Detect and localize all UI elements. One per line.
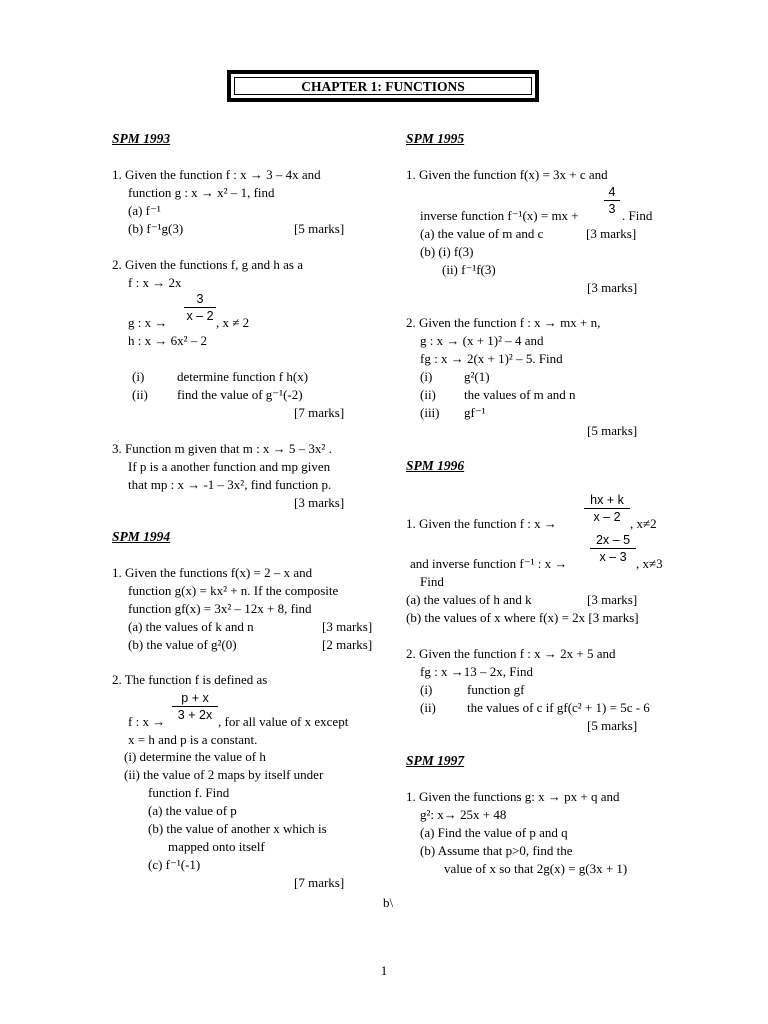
q1995-2-ii-text: the values of m and n	[464, 387, 576, 402]
q1994-2-line1: 2. The function f is defined as	[112, 672, 268, 687]
fraction-denominator: x – 3	[590, 548, 636, 565]
q1993-2-i-text: determine function f h(x)	[177, 369, 309, 384]
q1995-1-line2-pre: inverse function f⁻¹(x) = mx +	[420, 208, 579, 223]
q1997-1-line1: 1. Given the functions g: x → px + q and	[406, 789, 620, 804]
q1995-1-b-ii: (ii) f⁻¹f(3)	[442, 262, 496, 277]
q1995-1-a: (a) the value of m and c	[420, 226, 544, 241]
q1995-2-line1: 2. Given the function f : x → mx + n,	[406, 315, 601, 330]
q1993-1-line1: 1. Given the function f : x → 3 – 4x and	[112, 167, 321, 182]
q1994-1-b: (b) the value of g²(0)	[128, 637, 237, 652]
q1994-2-f-pre: f : x →	[128, 714, 166, 729]
q1997-1-line2: g²: x→ 25x + 48	[420, 807, 507, 822]
q1993-2-h: h : x → 6x² – 2	[128, 333, 208, 348]
fraction-denominator: x – 2	[184, 307, 216, 324]
q1993-2-ii-num: (ii)	[132, 387, 148, 402]
q1995-1-marks: [3 marks]	[587, 280, 638, 295]
header-spm-1994: SPM 1994	[112, 529, 171, 544]
q1995-2-marks: [5 marks]	[587, 423, 638, 438]
fraction-numerator: 3	[196, 292, 204, 306]
fraction-numerator: 2x – 5	[595, 533, 631, 547]
q1993-3-line2: If p is a another function and mp given	[128, 459, 331, 474]
q1994-1-a-marks: [3 marks]	[322, 619, 373, 634]
q1996-1-inv-pre: and inverse function f⁻¹ : x →	[410, 556, 568, 571]
q1996-1-a-marks: [3 marks]	[587, 592, 638, 607]
stray-mark: b\	[383, 895, 394, 910]
q1994-2-line3: x = h and p is a constant.	[128, 732, 258, 747]
q1995-1-a-marks: [3 marks]	[586, 226, 637, 241]
q1994-1-line1: 1. Given the functions f(x) = 2 – x and	[112, 565, 313, 580]
q1995-2-iii-text: gf⁻¹	[464, 405, 486, 420]
q1996-1-f-fraction	[584, 492, 630, 525]
q1996-2-line2: fg : x →13 – 2x, Find	[420, 664, 534, 679]
q1996-2-line1: 2. Given the function f : x → 2x + 5 and	[406, 646, 616, 661]
q1994-2-c: (c) f⁻¹(-1)	[148, 857, 201, 872]
q1997-1-b: (b) Assume that p>0, find the	[420, 843, 573, 858]
q1994-2-marks: [7 marks]	[294, 875, 345, 890]
q1994-2-a: (a) the value of p	[148, 803, 237, 818]
q1993-2-i-num: (i)	[132, 369, 145, 384]
q1994-1-line2: function g(x) = kx² + n. If the composite	[128, 583, 339, 598]
q1996-2-i-text: function gf	[467, 682, 525, 697]
q1994-1-b-marks: [2 marks]	[322, 637, 373, 652]
q1995-1-line2-post: . Find	[622, 208, 653, 223]
q1995-2-line2: g : x → (x + 1)² – 4 and	[420, 333, 544, 348]
fraction-numerator: 4	[608, 185, 616, 199]
q1993-2-line1: 2. Given the functions f, g and h as a	[112, 257, 303, 272]
q1996-1-line1-pre: 1. Given the function f : x →	[406, 516, 557, 531]
q1994-2-i: (i) determine the value of h	[124, 749, 266, 764]
q1995-1-line1: 1. Given the function f(x) = 3x + c and	[406, 167, 608, 182]
q1993-3-line3: that mp : x → -1 – 3x², find function p.	[128, 477, 332, 492]
q1993-2-g-pre: g : x →	[128, 315, 168, 330]
q1995-2-ii-num: (ii)	[420, 387, 436, 402]
q1996-1-inv-fraction	[590, 532, 636, 565]
q1993-1-a: (a) f⁻¹	[128, 203, 161, 218]
q1996-2-ii-num: (ii)	[420, 700, 436, 715]
q1996-1-line1-post: , x≠2	[630, 516, 657, 531]
q1995-1-fraction	[604, 184, 620, 217]
q1994-2-b-line2: mapped onto itself	[168, 839, 265, 854]
q1997-1-a: (a) Find the value of p and q	[420, 825, 568, 840]
header-spm-1997: SPM 1997	[406, 753, 465, 768]
q1994-2-f-post: , for all value of x except	[218, 714, 349, 729]
fraction-numerator: hx + k	[590, 493, 624, 507]
q1994-2-ii-line2: function f. Find	[148, 785, 230, 800]
q1993-3-line1: 3. Function m given that m : x → 5 – 3x² .	[112, 441, 332, 456]
header-spm-1996: SPM 1996	[406, 458, 465, 473]
q1996-1-find: Find	[420, 574, 444, 589]
q1993-2-g-post: , x ≠ 2	[216, 315, 250, 330]
fraction-denominator: x – 2	[584, 508, 630, 525]
q1993-1-b: (b) f⁻¹g(3)	[128, 221, 184, 236]
q1997-1-b-line2: value of x so that 2g(x) = g(3x + 1)	[444, 861, 628, 876]
q1995-2-i-num: (i)	[420, 369, 433, 384]
q1994-2-ii: (ii) the value of 2 maps by itself under	[124, 767, 324, 782]
q1994-2-b: (b) the value of another x which is	[148, 821, 327, 836]
q1993-2-f: f : x → 2x	[128, 275, 182, 290]
q1996-2-i-num: (i)	[420, 682, 433, 697]
q1993-2-marks: [7 marks]	[294, 405, 345, 420]
q1993-2-g-fraction	[184, 291, 216, 324]
header-spm-1995: SPM 1995	[406, 131, 465, 146]
fraction-numerator: p + x	[181, 691, 209, 705]
q1996-1-a: (a) the values of h and k	[406, 592, 532, 607]
header-spm-1993: SPM 1993	[112, 131, 171, 146]
q1995-2-iii-num: (iii)	[420, 405, 440, 420]
q1996-1-b: (b) the values of x where f(x) = 2x [3 marks]	[406, 610, 639, 625]
q1993-3-marks: [3 marks]	[294, 495, 345, 510]
fraction-denominator: 3	[604, 200, 620, 217]
chapter-title: CHAPTER 1: FUNCTIONS	[234, 77, 532, 95]
page-number: 1	[380, 963, 388, 978]
fraction-denominator: 3 + 2x	[172, 706, 218, 723]
title-box	[227, 70, 539, 102]
q1993-1-marks: [5 marks]	[294, 221, 345, 236]
q1995-1-b: (b) (i) f(3)	[420, 244, 474, 259]
q1996-2-ii-text: the values of c if gf(c² + 1) = 5c - 6	[467, 700, 650, 715]
q1996-1-inv-post: , x≠3	[636, 556, 663, 571]
q1993-2-ii-text: find the value of g⁻¹(-2)	[177, 387, 303, 402]
q1995-2-line3: fg : x → 2(x + 1)² – 5. Find	[420, 351, 563, 366]
q1993-1-line2: function g : x → x² – 1, find	[128, 185, 275, 200]
q1994-1-line3: function gf(x) = 3x² – 12x + 8, find	[128, 601, 312, 616]
q1994-2-f-fraction	[172, 690, 218, 723]
q1994-1-a: (a) the values of k and n	[128, 619, 254, 634]
q1995-2-i-text: g²(1)	[464, 369, 490, 384]
q1996-2-marks: [5 marks]	[587, 718, 638, 733]
